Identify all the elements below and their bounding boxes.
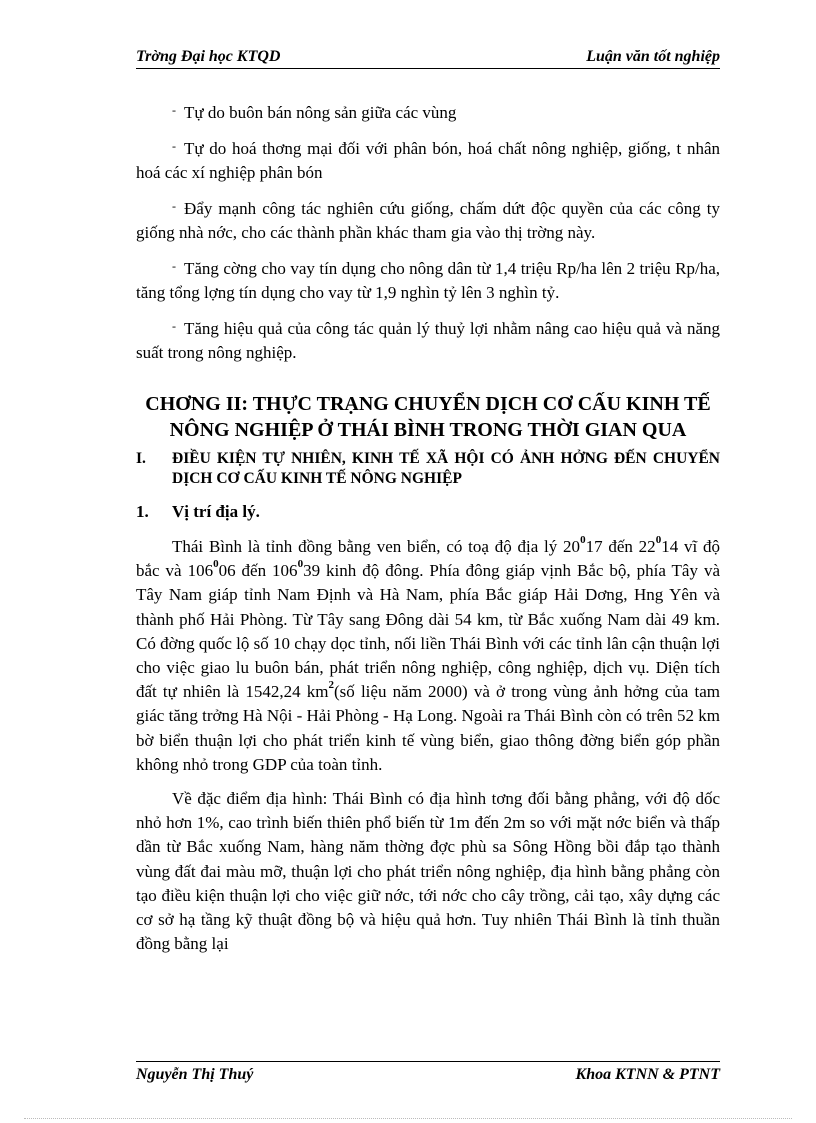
- bullet-item: - Đẩy mạnh công tác nghiên cứu giống, chấm dứt độc quyền của các công ty giống nhà nớc, cho các thành phần khác tham gia vào thị trờng này.: [136, 199, 720, 242]
- subsection-title: Vị trí địa lý.: [172, 502, 260, 521]
- footer-author: Nguyễn Thị Thuý: [136, 1066, 254, 1083]
- dash-icon: -: [172, 139, 176, 153]
- dash-icon: -: [172, 319, 176, 333]
- page-edge-dotted-line: [24, 1118, 792, 1119]
- dash-icon: -: [172, 199, 176, 213]
- bullet-item: - Tăng cờng cho vay tín dụng cho nông dân từ 1,4 triệu Rp/ha lên 2 triệu Rp/ha, tăng tổng lợng tín dụng cho vay từ 1,9 nghìn tỷ lên 3 nghìn tỷ.: [136, 259, 720, 302]
- footer-faculty: Khoa KTNN & PTNT: [575, 1066, 720, 1083]
- footer-rule: [136, 1061, 720, 1062]
- dash-icon: -: [172, 103, 176, 117]
- dash-icon: -: [172, 259, 176, 273]
- header-school: Trờng Đại học KTQD: [136, 48, 281, 65]
- bullet-item: - Tự do hoá thơng mại đối với phân bón, hoá chất nông nghiệp, giống, t nhân hoá các xí nghiệp phân bón: [136, 139, 720, 182]
- section-title: ĐIỀU KIỆN TỰ NHIÊN, KINH TẾ XÃ HỘI CÓ ẢNH HỞNG ĐẾN CHUYỂN DỊCH CƠ CẤU KINH TẾ NÔNG NGHIỆP: [172, 450, 720, 487]
- page-header: [136, 48, 720, 69]
- section-heading: [136, 449, 720, 489]
- paragraph-location: Thái Bình là tỉnh đồng bằng ven biển, có toạ độ địa lý $20^017$ đến $22^014$ vĩ độ bắc và $106^006$ đến $106^039$ kinh độ đông. Phía đông giáp vịnh Bắc bộ, phía Tây và Tây Nam giáp tỉnh Nam Định và Hà Nam, phía Bắc giáp Hải Dơng, Hng Yên và thành phố Hải Phòng. Từ Tây sang Đông dài 54 km, từ Bắc xuống Nam dài 49 km. Có đờng quốc lộ số 10 chạy dọc tỉnh, nối liền Thái Bình với các tỉnh lân cận thuận lợi cho việc giao lu buôn bán, phát triển nông nghiệp, công nghiệp, dịch vụ. Diện tích đất tự nhiên là 1542,24 $km^2(số$ liệu năm 2000) và ở trong vùng ảnh hởng của tam giác tăng trởng Hà Nội - Hải Phòng - Hạ Long. Ngoài ra Thái Bình còn có trên 52 km bờ biển thuận lợi cho phát triển kinh tế vùng biển, giao thông đờng biển góp phần không nhỏ trong GDP của toàn tỉnh.: [136, 534, 720, 774]
- subsection-heading: [136, 499, 720, 525]
- page-body: [136, 98, 720, 966]
- paragraph-terrain: Về đặc điểm địa hình: Thái Bình có địa hình tơng đối bằng phẳng, với độ dốc nhỏ hơn 1%, cao trình biến thiên phổ biến từ 1m đến 2m so với mặt nớc biển và thấp dần từ Bắc xuống Nam, hàng năm thờng đợc phù sa Sông Hồng bồi đắp tạo thành vùng đất đai màu mỡ, thuận lợi cho phát triển nông nghiệp, địa hình bằng phẳng còn tạo điều kiện thuận lợi cho việc giữ nớc, tới nớc cho cây trồng, cải tạo, xây dựng các cơ sở hạ tầng kỹ thuật đồng bộ và hiệu quả hơn. Tuy nhiên Thái Bình là tỉnh thuần đồng bằng lại: [136, 789, 720, 954]
- header-doc-type: Luận văn tốt nghiệp: [586, 48, 720, 65]
- bullet-item: - Tự do buôn bán nông sản giữa các vùng: [172, 103, 457, 122]
- bullet-item: - Tăng hiệu quả của công tác quản lý thuỷ lợi nhằm nâng cao hiệu quả và năng suất trong nông nghiệp.: [136, 319, 720, 362]
- section-number: I.: [136, 450, 146, 467]
- chapter-title: CHƠNG II: THỰC TRẠNG CHUYỂN DỊCH CƠ CẤU KINH TẾ NÔNG NGHIỆP Ở THÁI BÌNH TRONG THỜI GIAN QUA: [145, 393, 711, 441]
- subsection-number: 1.: [136, 502, 149, 521]
